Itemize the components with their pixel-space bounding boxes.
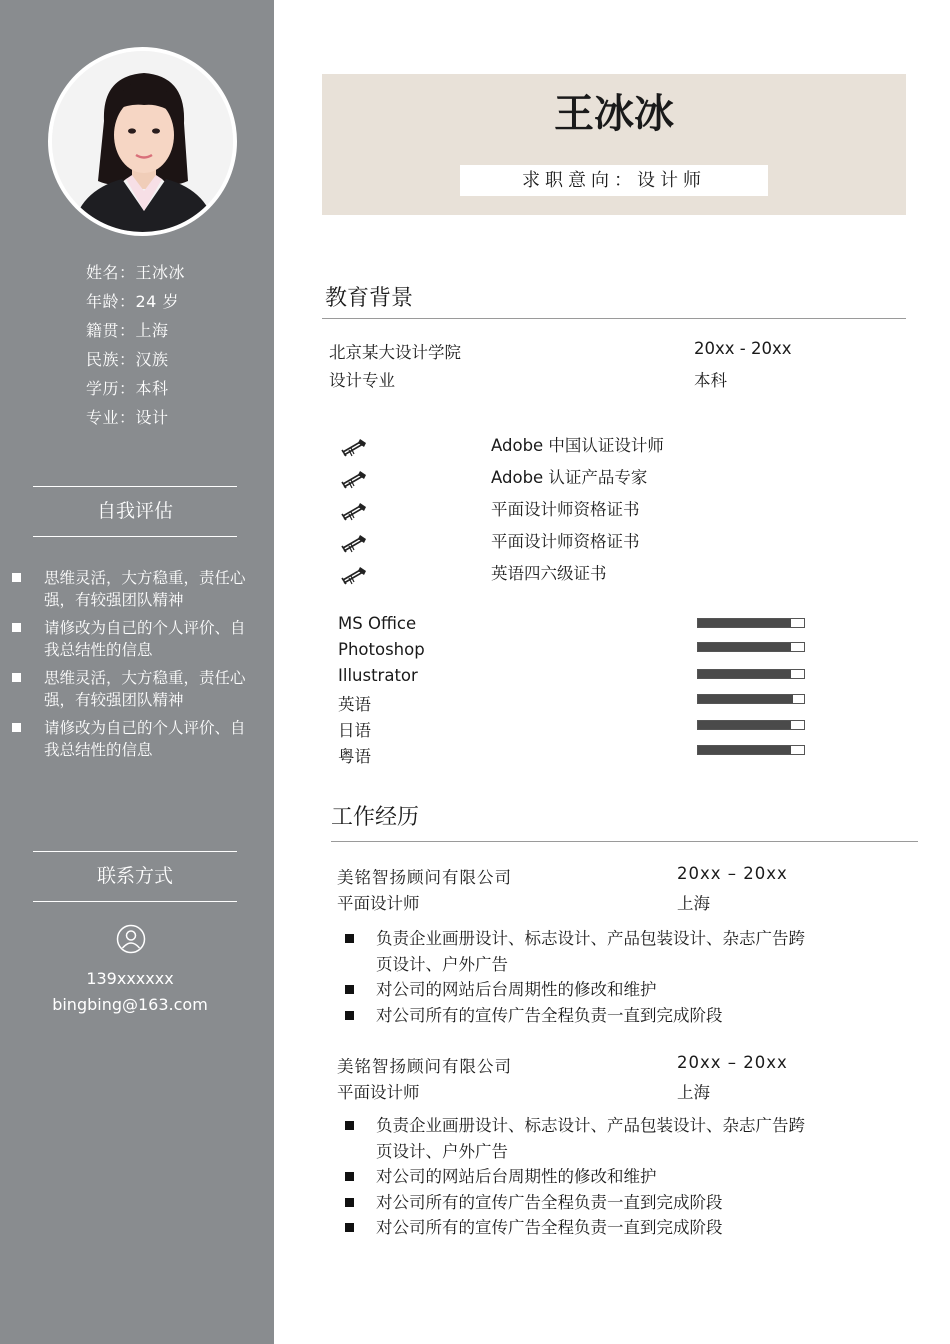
job-duty: 对公司所有的宣传广告全程负责一直到完成阶段 — [345, 1003, 805, 1029]
self-eval-list — [11, 567, 256, 767]
skill-level-fill — [698, 643, 791, 651]
diploma-icon — [340, 532, 368, 554]
job-duty: 对公司所有的宣传广告全程负责一直到完成阶段 — [345, 1215, 805, 1241]
skill-level-fill — [698, 670, 791, 678]
education-degree: 本科 — [694, 371, 727, 390]
skill-name: 粤语 — [338, 747, 371, 766]
job-intent: 求职意向：设计师 — [460, 165, 768, 196]
candidate-name: 王冰冰 — [554, 91, 674, 137]
basic-info-list — [86, 260, 185, 434]
skill-level-bar — [697, 694, 805, 704]
education-title: 教育背景 — [325, 286, 414, 311]
diploma-icon — [340, 500, 368, 522]
header-banner — [322, 74, 906, 215]
job-years: 20xx – 20xx — [677, 864, 788, 883]
job-duty: 对公司所有的宣传广告全程负责一直到完成阶段 — [345, 1190, 805, 1216]
job-years: 20xx – 20xx — [677, 1053, 788, 1072]
skill-name: Illustrator — [338, 666, 418, 685]
info-ethnicity: 民族：汉族 — [86, 350, 169, 369]
info-education: 学历：本科 — [86, 379, 169, 398]
job-company: 美铭智扬顾问有限公司 — [337, 1057, 512, 1076]
skill-level-bar — [697, 720, 805, 730]
job-role: 平面设计师 — [337, 1083, 420, 1102]
work-divider — [331, 841, 918, 842]
info-origin: 籍贯：上海 — [86, 321, 169, 340]
job-duties — [345, 1113, 805, 1241]
job-duty: 对公司的网站后台周期性的修改和维护 — [345, 1164, 805, 1190]
info-age: 年龄：24 岁 — [86, 292, 179, 311]
skill-name: 英语 — [338, 695, 371, 714]
profile-photo — [52, 51, 233, 232]
skill-level-fill — [698, 619, 791, 627]
skill-name: MS Office — [338, 614, 417, 633]
certificate-item: 平面设计师资格证书 — [491, 500, 640, 519]
certificate-item: Adobe 中国认证设计师 — [491, 436, 664, 455]
education-major: 设计专业 — [329, 371, 395, 390]
skill-name: Photoshop — [338, 640, 425, 659]
contact-title: 联系方式 — [33, 851, 237, 902]
certificate-item: 英语四六级证书 — [491, 564, 607, 583]
avatar — [48, 47, 237, 236]
self-eval-item: 请修改为自己的个人评价、自我总结性的信息 — [11, 717, 256, 761]
user-icon — [116, 924, 146, 954]
self-eval-item: 请修改为自己的个人评价、自我总结性的信息 — [11, 617, 256, 661]
info-name: 姓名：王冰冰 — [86, 263, 186, 282]
phone-number: 139xxxxxx — [86, 969, 174, 988]
skill-level-bar — [697, 618, 805, 628]
skill-name: 日语 — [338, 721, 371, 740]
diploma-icon — [340, 468, 368, 490]
education-school: 北京某大设计学院 — [329, 343, 461, 362]
work-title: 工作经历 — [331, 805, 420, 830]
job-role: 平面设计师 — [337, 894, 420, 913]
self-eval-item: 思维灵活，大方稳重，责任心强，有较强团队精神 — [11, 667, 256, 711]
job-location: 上海 — [677, 1083, 710, 1102]
skill-level-bar — [697, 669, 805, 679]
education-divider — [322, 318, 906, 319]
sidebar — [0, 0, 274, 1344]
skill-level-fill — [698, 721, 791, 729]
diploma-icon — [340, 564, 368, 586]
job-duties — [345, 926, 805, 1028]
skill-level-bar — [697, 745, 805, 755]
job-location: 上海 — [677, 894, 710, 913]
certificate-item: 平面设计师资格证书 — [491, 532, 640, 551]
diploma-icon — [340, 436, 368, 458]
email-address[interactable]: bingbing@163.com — [52, 995, 208, 1014]
education-years: 20xx - 20xx — [694, 339, 792, 358]
info-major: 专业：设计 — [86, 408, 169, 427]
job-duty: 负责企业画册设计、标志设计、产品包装设计、杂志广告跨页设计、户外广告 — [345, 926, 805, 977]
self-eval-item: 思维灵活，大方稳重，责任心强，有较强团队精神 — [11, 567, 256, 611]
self-eval-title: 自我评估 — [33, 486, 237, 537]
job-duty: 对公司的网站后台周期性的修改和维护 — [345, 977, 805, 1003]
skill-level-bar — [697, 642, 805, 652]
skill-level-fill — [698, 746, 791, 754]
skill-level-fill — [698, 695, 793, 703]
job-company: 美铭智扬顾问有限公司 — [337, 868, 512, 887]
certificate-item: Adobe 认证产品专家 — [491, 468, 648, 487]
job-duty: 负责企业画册设计、标志设计、产品包装设计、杂志广告跨页设计、户外广告 — [345, 1113, 805, 1164]
